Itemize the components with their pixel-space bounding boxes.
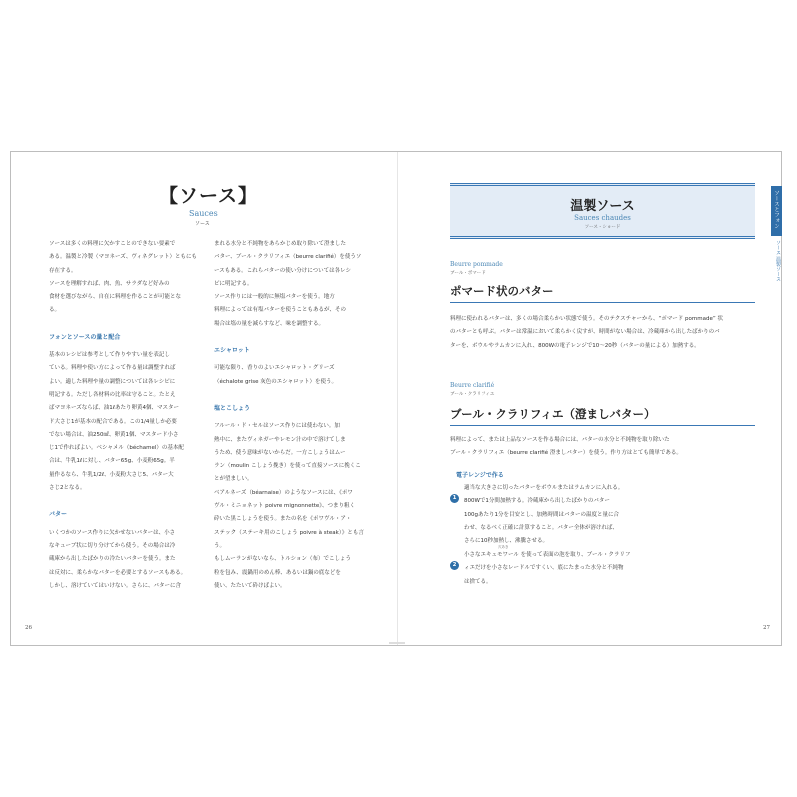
text-line: まれる水分と不純物をあらかじめ取り除いて澄ました bbox=[214, 241, 347, 247]
section-body bbox=[214, 362, 364, 389]
text-line: でない場合は、油250㎖、卵黄1個、マスタード小さ bbox=[49, 431, 179, 438]
text-line: ソースを理解すれば、肉、魚、サラダなど好みの bbox=[49, 280, 170, 287]
step-number: 2 bbox=[450, 561, 459, 570]
text-line: は捨てる。 bbox=[464, 578, 492, 585]
text-line: ターを、ボウルやラムカンに入れ、800Wの電子レンジで10～20秒（バターの量による）加熱する。 bbox=[450, 342, 700, 349]
text-line: 食材を選びながら、自在に料理を作ることが可能とな bbox=[49, 294, 182, 301]
text-line: ある。温製と冷製（マヨネーズ、ヴィネグレット）ともにも bbox=[49, 254, 198, 261]
box-title: 温製ソース bbox=[570, 199, 635, 214]
page-number-right: 27 bbox=[763, 625, 770, 631]
section-heading: 塩とこしょう bbox=[214, 404, 251, 412]
text-line: （échalote grise 灰色のエシャロット）を使う。 bbox=[214, 378, 338, 385]
text-line: 100gあたり1分を目安とし、加熱時間はバターの温度と量に合 bbox=[464, 511, 619, 518]
section-reading: ブール・クラリフィエ bbox=[450, 392, 495, 397]
text-line: ばマヨネーズならば、油1ℓあたり卵黄4個、マスター bbox=[49, 405, 179, 412]
text-line: しかし、溶けていてはいけない。さらに、バターに含 bbox=[49, 582, 182, 589]
text-line: 使い、たたいて砕けばよい。 bbox=[214, 582, 286, 589]
left-column-2 bbox=[214, 238, 364, 593]
text-line: フルール・ド・セルはソース作りには使わない。加 bbox=[214, 423, 340, 430]
section-rule bbox=[450, 302, 755, 303]
step-2-badge bbox=[450, 551, 459, 570]
text-line: ースもある。これらバターの使い分けについては各レシ bbox=[214, 267, 351, 274]
text-line: わせ、なるべく正確に計算すること。バター全体が溶ければ、 bbox=[464, 524, 618, 531]
step-1-badge bbox=[450, 484, 459, 503]
page-title-french: Sauces bbox=[189, 209, 218, 218]
box-title-french: Sauces chaudes bbox=[574, 214, 631, 222]
section-heading: フォンとソースの量と配合 bbox=[49, 333, 121, 341]
text-line: なキューブ状に切り分けてから使う。その場合は冷 bbox=[49, 542, 176, 549]
section-french: Beurre pommade bbox=[450, 261, 503, 268]
text-line: 基本のレシピは参考として作りやすい量を表記し bbox=[49, 352, 170, 359]
text-line: 800Wで1分間加熱する。冷蔵庫から出したばかりのバター bbox=[464, 498, 610, 505]
text-line: とが望ましい。 bbox=[214, 476, 253, 483]
section-body bbox=[450, 313, 760, 353]
step-1-text bbox=[464, 482, 674, 548]
text-line: ソースは多くの料理に欠かすことのできない要素で bbox=[49, 241, 176, 247]
text-line: いくつかのソース作りに欠かせないバターは、小さ bbox=[49, 529, 176, 536]
text-line: もしムーランがないなら、トルション（布）でこしょう bbox=[214, 556, 351, 563]
text-line: ブール・クラリフィエ（beurre clarifié 澄ましバター）を使う。作り方はとても簡単である。 bbox=[450, 450, 682, 457]
text-line: 量作るなら、牛乳1/2ℓ、小麦粉大さじ5、バター大 bbox=[49, 471, 174, 478]
text-line: ィエだけを小さなレードルですくい、底にたまった水分と不純物 bbox=[464, 565, 624, 572]
section-body bbox=[49, 527, 199, 593]
page-title: 【ソース】 bbox=[159, 185, 259, 207]
section-heading: バター bbox=[49, 511, 68, 519]
text-line: さじ2となる。 bbox=[49, 485, 86, 492]
text-line: ベアルネーズ（béarnaise）のようなソースには、《ポワ bbox=[214, 489, 353, 496]
ruby-note: 穴あき bbox=[498, 545, 509, 549]
page-number-left: 26 bbox=[25, 625, 32, 631]
chapter-tab-label: ソースとフォン bbox=[773, 190, 779, 229]
section-french: Beurre clarifié bbox=[450, 382, 495, 389]
text-line: 明記する。ただし各材料の比率は守ること。たとえ bbox=[49, 391, 176, 398]
text-line: のバターとも呼ぶ。バターは常温において柔らかく戻すが、時間がない場合は、冷蔵庫から出したばかりのバ bbox=[450, 329, 720, 336]
text-line: ている。料理や使い方によって作る量は調整すれば bbox=[49, 365, 176, 372]
text-line: じ1で作ればよい。ベシャメル（béchamel）の基本配 bbox=[49, 445, 184, 452]
left-page bbox=[11, 152, 397, 645]
step-2-text bbox=[464, 549, 674, 589]
text-line: ヴル・ミニョネット poivre mignonnette》、つまり粗く bbox=[214, 503, 356, 510]
chapter-tab bbox=[771, 186, 782, 236]
section-body bbox=[49, 349, 199, 495]
text-line: バター、ブール・クラリフィエ（beurre clarifié）を使うソ bbox=[214, 254, 362, 261]
text-line: 料理によって、または上品なソースを作る場合には、バターの水分と不純物を取り除いた bbox=[450, 437, 670, 443]
text-line: 熱中に、またヴィネガーやレモン汁の中で溶けてしま bbox=[214, 436, 346, 443]
text-line: 料理に使われるバターは、多くの場合柔らかい状態で使う。そのテクスチャーから、“ポマード pommade” 状 bbox=[450, 316, 723, 322]
gutter-mark bbox=[389, 642, 405, 644]
box-title-reading: ソース・ショード bbox=[584, 225, 621, 230]
text-line: ド大さじ1が基本の配合である。この1/4量しか必要 bbox=[49, 418, 177, 425]
intro-paragraph bbox=[214, 238, 364, 331]
text-line: 料理によっては有塩バターを使うこともあるが、その bbox=[214, 307, 347, 314]
left-column-1 bbox=[49, 238, 199, 593]
text-line: 砕いた黒こしょうを使う。またの名を《ポワヴル・ア・ bbox=[214, 516, 352, 523]
text-line: よい。適した料理や量の調整については各レシピに bbox=[49, 378, 176, 385]
text-line: さらに10秒加熱し、沸騰させる。 bbox=[464, 538, 548, 545]
text-line: 合は、牛乳1ℓに対し、バター65g、小麦粉65g。半 bbox=[49, 458, 175, 465]
section-body bbox=[450, 434, 760, 461]
text-line: 存在する。 bbox=[49, 267, 77, 274]
text-line: ラン（moulin こしょう挽き）を使って直接ソースに挽くこ bbox=[214, 463, 361, 470]
text-line: は反対に、柔らかなバターを必要とするソースもある。 bbox=[49, 569, 187, 576]
book-spread bbox=[10, 151, 782, 646]
text-line: 適当な大きさに切ったバターをボウルまたはラムカンに入れる。 bbox=[464, 485, 624, 491]
method-heading: 電子レンジで作る bbox=[456, 472, 504, 479]
text-line: 場合は塩の量を減らすなど、味を調整する。 bbox=[214, 320, 325, 327]
text-line: 蔵庫から出したばかりの冷たいバターを使う。また bbox=[49, 556, 176, 563]
text-line: ステック（ステーキ用のこしょう poivre à steak）》とも言う。 bbox=[214, 529, 364, 549]
intro-paragraph bbox=[49, 238, 199, 318]
page-title-reading: ソース bbox=[195, 221, 210, 227]
section-reading: ブール・ポマード bbox=[450, 271, 486, 276]
text-line: ソース作りには一般的に無塩バターを使う。地方 bbox=[214, 294, 335, 301]
section-heading: エシャロット bbox=[214, 347, 250, 355]
section-title: ポマード状のバター bbox=[450, 284, 554, 298]
step-number: 1 bbox=[450, 494, 459, 503]
side-index-label: ソース 温製ソース bbox=[775, 240, 781, 282]
right-page bbox=[398, 152, 782, 645]
text-line: る。 bbox=[49, 307, 61, 314]
section-rule bbox=[450, 425, 755, 426]
section-title: ブール・クラリフィエ（澄ましバター） bbox=[450, 407, 656, 421]
text-line: 粒を包み、震鍋用のめん棒、あるいは鍋の底などを bbox=[214, 569, 341, 576]
text-line: 可能な限り、香りのよいエシャロット・グリーズ bbox=[214, 365, 335, 372]
section-title-box bbox=[450, 183, 755, 239]
text-line: 小さなエキュモワール を使って表面の泡を取り、ブール・クラリフ bbox=[464, 552, 631, 558]
text-line: ピに明記する。 bbox=[214, 280, 253, 287]
text-line: うため、使う意味がないからだ。一方こしょうはムー bbox=[214, 449, 346, 456]
section-body bbox=[214, 420, 364, 593]
